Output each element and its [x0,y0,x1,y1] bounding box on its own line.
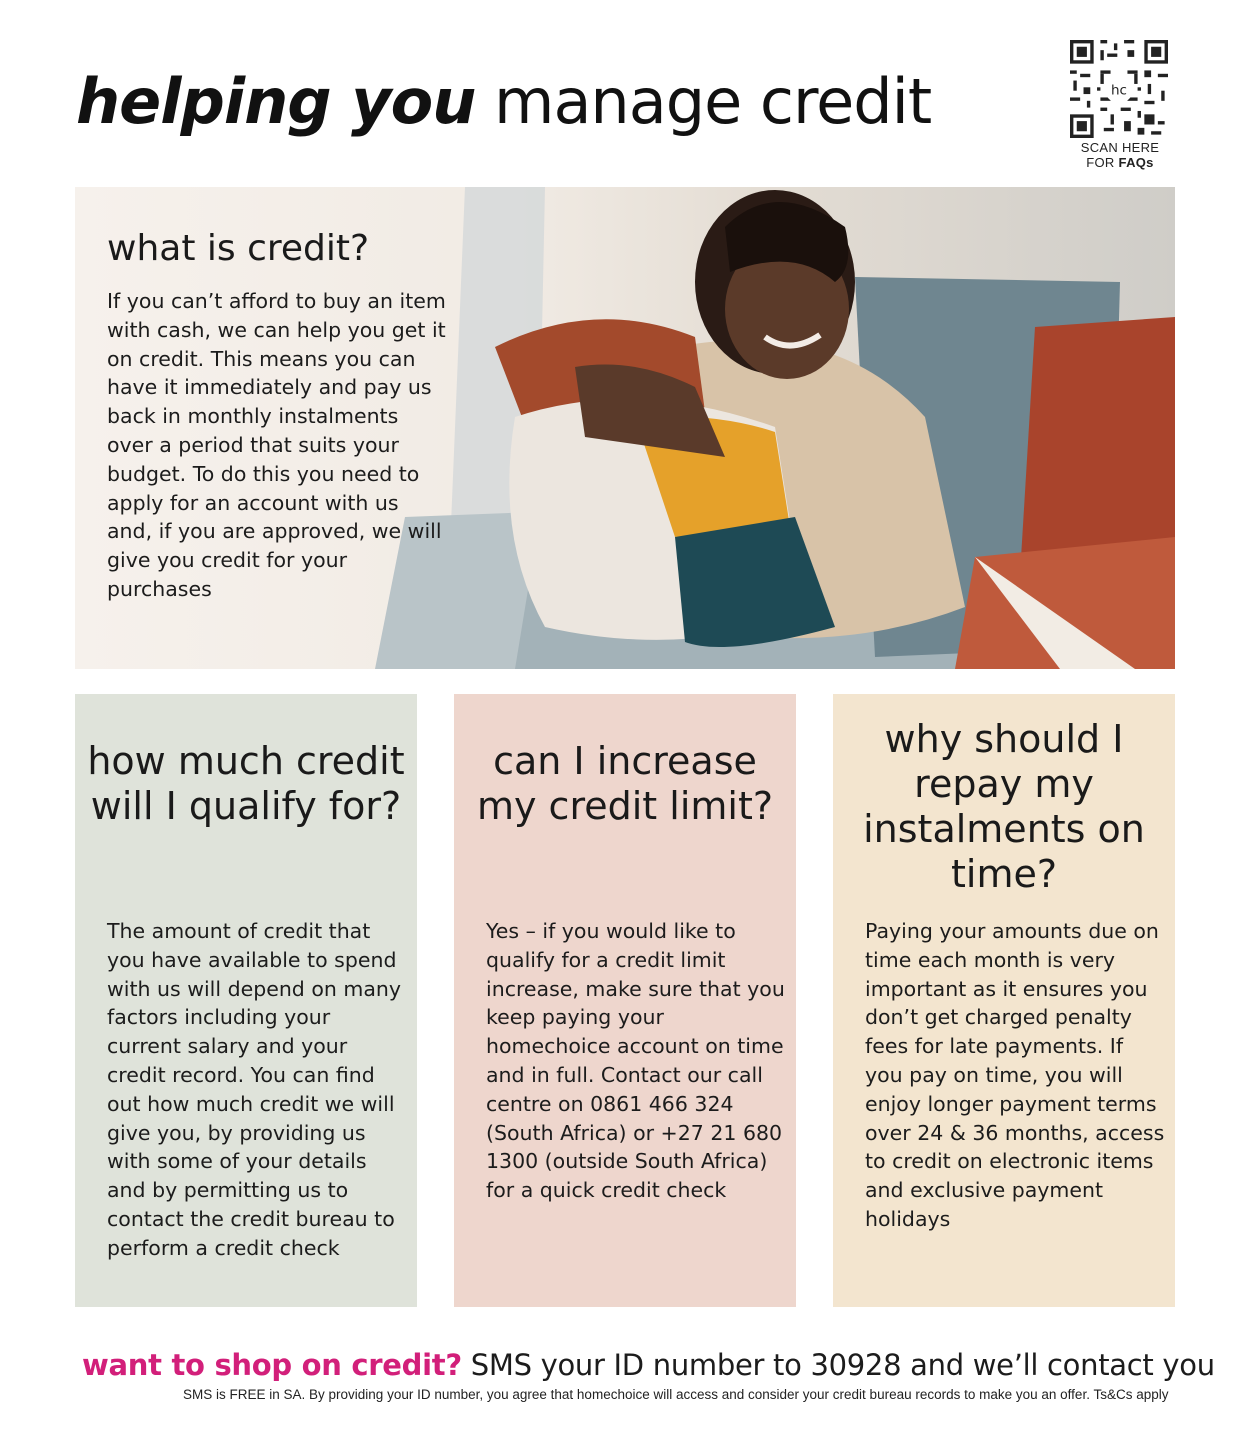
page-title-bold: helping you [76,65,476,138]
cta-highlight: want to shop on credit? [82,1348,462,1382]
card-text: Paying your amounts due on time each month is very important as it ensures you don’t get charged penalty fees for late payments. If you pay on time, you will enjoy longer payment terms over 24 & 36 months, access to credit on electronic items and exclusive payment holidays [865,919,1165,1231]
qr-caption-line2: FOR FAQs [1086,155,1154,170]
page-title [76,62,931,142]
card-credit-qualify [75,694,417,1307]
svg-text:hc: hc [1111,82,1127,99]
qr-caption-line1: SCAN HERE [1080,140,1160,155]
qr-code-icon[interactable] [1070,40,1168,138]
faq-qr-block[interactable] [1070,40,1170,170]
page-title-regular: manage credit [494,65,932,138]
card-heading: how much credit will I qualify for? [87,739,405,828]
card-repay-on-time [833,694,1175,1307]
sms-call-to-action [82,1347,1215,1383]
hero-text: If you can’t afford to buy an item with cash, we can help you get it on credit. This means you can have it immediately and pay us back in monthly instalments over a period that suits your budget. To do this you need to apply for an account with us and, if you are approved, we will give you credit for your purchases [107,289,446,601]
card-heading: can I increase my credit limit? [476,739,774,828]
card-heading: why should I repay my instalments on time? [863,717,1145,896]
card-credit-limit-increase [454,694,796,1307]
qr-caption-faqs: FAQs [1118,155,1154,170]
card-text: The amount of credit that you have available to spend with us will depend on many factors including your current salary and your credit record. You can find out how much credit we will give you, by providing us with some of your details and by permitting us to contact the credit bureau to perform a credit check [107,919,402,1260]
qr-caption [1070,140,1170,170]
cta-text: SMS your ID number to 30928 and we’ll contact you [470,1348,1215,1382]
hero-heading: what is credit? [107,228,370,269]
card-text: Yes – if you would like to qualify for a credit limit increase, make sure that you keep paying your homechoice account on time and in full. Contact our call centre on 0861 466 324 (South Africa) or +27 21 680 1300 (outside South Africa) for a quick credit check [486,919,785,1203]
what-is-credit-section [75,187,1175,669]
sms-disclaimer: SMS is FREE in SA. By providing your ID number, you agree that homechoice will access and consider your credit bureau records to make you an offer. Ts&Cs apply [183,1387,1169,1402]
